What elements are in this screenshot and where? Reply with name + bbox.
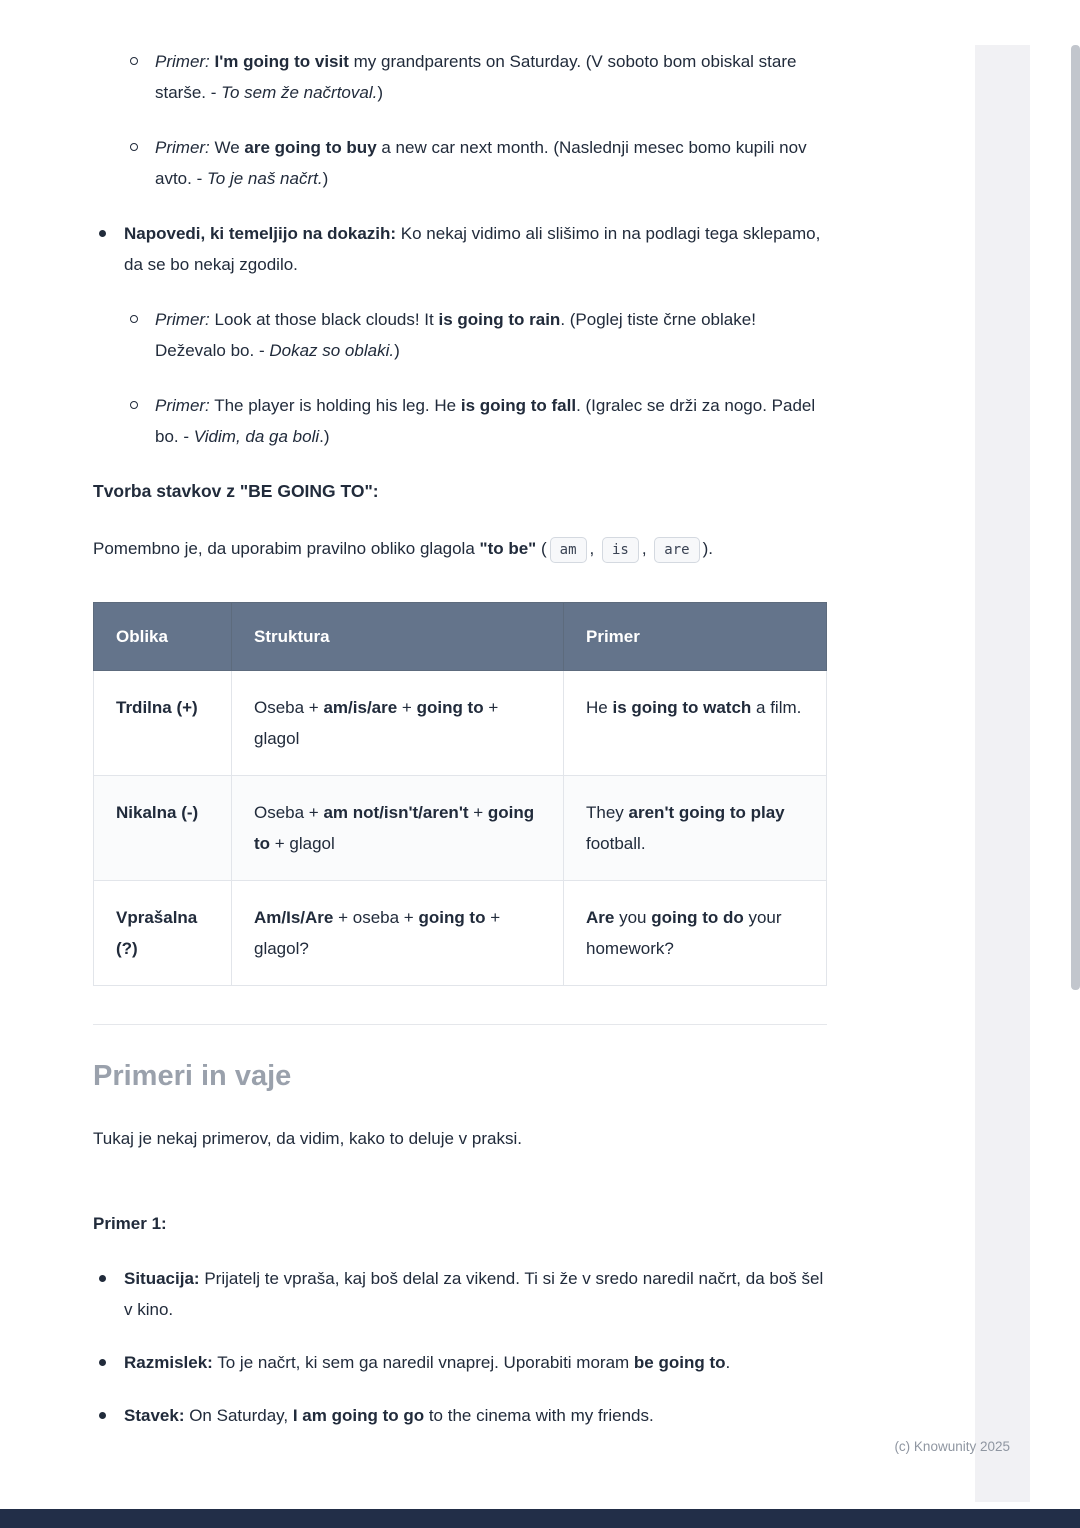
text-segment: + glagol? bbox=[254, 908, 501, 958]
evidence-intro-list bbox=[93, 218, 827, 280]
evidence-examples-list bbox=[124, 304, 827, 452]
code-chip: are bbox=[654, 537, 699, 563]
example-steps-list bbox=[93, 1263, 827, 1431]
text-segment: . (Igralec se drži za nogo. Padel bo. - bbox=[155, 396, 816, 446]
table-row bbox=[94, 671, 827, 776]
text-segment: you bbox=[614, 908, 652, 927]
text-segment: Trdilna (+) bbox=[116, 698, 198, 717]
table-cell bbox=[94, 881, 232, 986]
text-segment: Oseba + bbox=[254, 803, 324, 822]
code-chip: am bbox=[550, 537, 587, 563]
text-segment: ) bbox=[394, 341, 400, 360]
example-step-text bbox=[124, 1263, 827, 1325]
evidence-intro-text bbox=[124, 218, 827, 280]
text-segment: I am going to go bbox=[292, 1406, 425, 1425]
text-segment: To je naš načrt. bbox=[206, 169, 323, 188]
text-segment: Am/Is/Are bbox=[254, 908, 334, 927]
text-segment: Napovedi, ki temeljijo na dokazih: bbox=[124, 224, 397, 243]
text-segment: + glagol bbox=[254, 698, 499, 748]
table-header-oblika: Oblika bbox=[94, 603, 232, 671]
plan-example-text bbox=[155, 132, 827, 194]
section-heading: Primeri in vaje bbox=[93, 1060, 292, 1092]
list-item bbox=[93, 218, 827, 280]
text-segment: Vprašalna (?) bbox=[116, 908, 198, 958]
text-segment: Primer: bbox=[155, 138, 210, 157]
text-segment: He bbox=[586, 698, 613, 717]
copyright-credit: (c) Knowunity 2025 bbox=[894, 1439, 1010, 1454]
text-segment: be going to bbox=[633, 1353, 726, 1372]
text-segment: going to bbox=[418, 908, 486, 927]
text-segment: Are bbox=[586, 908, 615, 927]
table-cell bbox=[232, 776, 564, 881]
text-segment: going to bbox=[416, 698, 484, 717]
plan-examples-list bbox=[124, 46, 827, 194]
text-segment: Razmislek: bbox=[124, 1353, 213, 1372]
list-item bbox=[124, 304, 827, 366]
formation-paragraph bbox=[93, 533, 827, 564]
list-item bbox=[124, 132, 827, 194]
text-segment: + bbox=[468, 803, 488, 822]
text-segment: a new car next month. (Naslednji mesec bomo kupili nov avto. - bbox=[155, 138, 807, 188]
text-segment: , bbox=[641, 539, 652, 558]
text-segment: Stavek: bbox=[124, 1406, 185, 1425]
text-segment: is going to watch bbox=[612, 698, 752, 717]
table-cell bbox=[94, 776, 232, 881]
formation-heading: Tvorba stavkov z "BE GOING TO": bbox=[93, 481, 379, 501]
text-segment: my grandparents on Saturday. (V soboto bom obiskal stare starše. - bbox=[155, 52, 797, 102]
text-segment: football. bbox=[586, 834, 646, 853]
text-segment: I'm going to visit bbox=[214, 52, 349, 71]
grammar-table bbox=[93, 602, 827, 986]
list-item bbox=[124, 390, 827, 452]
text-segment: ( bbox=[536, 539, 547, 558]
text-segment: is going to fall bbox=[460, 396, 577, 415]
text-segment: To je načrt, ki sem ga naredil vnaprej. Uporabiti moram bbox=[212, 1353, 634, 1372]
evidence-example-text bbox=[155, 304, 827, 366]
text-segment: to the cinema with my friends. bbox=[424, 1406, 654, 1425]
text-segment: + oseba + bbox=[333, 908, 419, 927]
section-intro: Tukaj je nekaj primerov, da vidim, kako to deluje v praksi. bbox=[93, 1129, 522, 1148]
text-segment: going to do bbox=[651, 908, 744, 927]
text-segment: To sem že načrtoval. bbox=[221, 83, 378, 102]
text-segment: We bbox=[209, 138, 245, 157]
example-label: Primer 1: bbox=[93, 1214, 167, 1233]
text-segment: "to be" bbox=[479, 539, 537, 558]
text-segment: Look at those black clouds! It bbox=[209, 310, 439, 329]
text-segment: ) bbox=[377, 83, 384, 102]
side-panel-strip bbox=[975, 45, 1030, 1502]
text-segment: .) bbox=[319, 427, 330, 446]
text-segment: is going to rain bbox=[438, 310, 561, 329]
scrollbar-thumb[interactable] bbox=[1071, 45, 1080, 990]
text-segment: . bbox=[725, 1353, 731, 1372]
text-segment: are going to buy bbox=[244, 138, 377, 157]
table-cell bbox=[94, 671, 232, 776]
text-segment: Primer: bbox=[155, 310, 210, 329]
text-segment: + glagol bbox=[270, 834, 335, 853]
table-row bbox=[94, 776, 827, 881]
table-cell bbox=[232, 671, 564, 776]
text-segment: Primer: bbox=[155, 52, 210, 71]
table-header-primer: Primer bbox=[564, 603, 827, 671]
list-item bbox=[124, 46, 827, 108]
text-segment: am not/isn't/aren't bbox=[323, 803, 469, 822]
text-segment: ) bbox=[322, 169, 329, 188]
document-content bbox=[93, 46, 827, 1453]
text-segment: + bbox=[397, 698, 417, 717]
text-segment: a film. bbox=[751, 698, 802, 717]
example-step-text bbox=[124, 1347, 827, 1378]
text-segment: ). bbox=[702, 539, 713, 558]
table-cell bbox=[564, 881, 827, 986]
table-cell bbox=[564, 776, 827, 881]
text-segment: am/is/are bbox=[323, 698, 398, 717]
evidence-example-text bbox=[155, 390, 827, 452]
table-header-row bbox=[94, 603, 827, 671]
text-segment: Nikalna (-) bbox=[116, 803, 199, 822]
grammar-table-body bbox=[94, 671, 827, 986]
text-segment: aren't going to play bbox=[628, 803, 785, 822]
text-segment: On Saturday, bbox=[184, 1406, 293, 1425]
example-step-text bbox=[124, 1400, 827, 1431]
list-item bbox=[93, 1263, 827, 1325]
table-row bbox=[94, 881, 827, 986]
text-segment: , bbox=[589, 539, 599, 558]
section-divider bbox=[93, 1024, 827, 1025]
text-segment: Primer: bbox=[155, 396, 210, 415]
text-segment: Dokaz so oblaki. bbox=[269, 341, 395, 360]
text-segment: your homework? bbox=[586, 908, 782, 958]
table-cell bbox=[232, 881, 564, 986]
text-segment: The player is holding his leg. He bbox=[209, 396, 461, 415]
text-segment: going to bbox=[254, 803, 535, 853]
bottom-bar bbox=[0, 1509, 1080, 1528]
code-chip: is bbox=[602, 537, 639, 563]
text-segment: Ko nekaj vidimo ali slišimo in na podlagi tega sklepamo, da se bo nekaj zgodilo. bbox=[124, 224, 821, 274]
list-item bbox=[93, 1347, 827, 1378]
text-segment: Prijatelj te vpraša, kaj boš delal za vikend. Ti si že v sredo naredil načrt, da boš šel v kino. bbox=[124, 1269, 824, 1319]
text-segment: Vidim, da ga boli bbox=[193, 427, 320, 446]
grammar-table-head bbox=[94, 603, 827, 671]
table-cell bbox=[564, 671, 827, 776]
text-segment: They bbox=[586, 803, 629, 822]
list-item bbox=[93, 1400, 827, 1431]
text-segment: . (Poglej tiste črne oblake! Deževalo bo. - bbox=[155, 310, 756, 360]
text-segment: Situacija: bbox=[124, 1269, 200, 1288]
table-header-struktura: Struktura bbox=[232, 603, 564, 671]
plan-example-text bbox=[155, 46, 827, 108]
text-segment: Pomembno je, da uporabim pravilno obliko glagola bbox=[93, 539, 480, 558]
text-segment: Oseba + bbox=[254, 698, 324, 717]
